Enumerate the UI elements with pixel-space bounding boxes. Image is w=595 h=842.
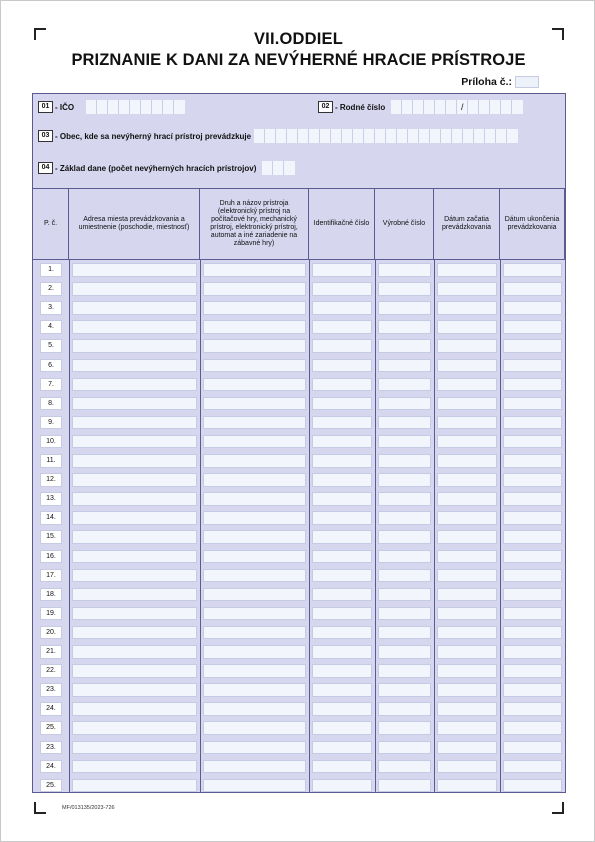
- row-number: 20.: [40, 626, 62, 640]
- identifikacne-cislo-cell[interactable]: [312, 569, 372, 583]
- datum-ukoncenia-cell[interactable]: [503, 588, 562, 602]
- adresa-cell[interactable]: [72, 645, 197, 659]
- row-number: 19.: [40, 607, 62, 621]
- column-header-datum-ukoncenia: Dátum ukončenia prevádzkovania: [500, 189, 565, 259]
- vyrobne-cislo-cell[interactable]: [378, 301, 431, 315]
- input-cell[interactable]: [479, 100, 490, 114]
- adresa-cell[interactable]: [72, 741, 197, 755]
- druh-cell[interactable]: [203, 492, 306, 506]
- row-number: 14.: [40, 511, 62, 525]
- adresa-cell[interactable]: [72, 416, 197, 430]
- datum-ukoncenia-cell[interactable]: [503, 454, 562, 468]
- input-cell[interactable]: [119, 100, 130, 114]
- datum-ukoncenia-cell[interactable]: [503, 378, 562, 392]
- input-cell[interactable]: [97, 100, 108, 114]
- adresa-cell[interactable]: [72, 378, 197, 392]
- rodne-cislo-separator[interactable]: /: [457, 100, 468, 114]
- input-cell[interactable]: [163, 100, 174, 114]
- priloha-field: [461, 76, 539, 88]
- druh-cell[interactable]: [203, 569, 306, 583]
- druh-cell[interactable]: [203, 607, 306, 621]
- row-number: 23.: [40, 741, 62, 755]
- ico-label: - IČO: [55, 102, 75, 112]
- vyrobne-cislo-cell[interactable]: [378, 435, 431, 449]
- vyrobne-cislo-cell[interactable]: [378, 702, 431, 716]
- datum-ukoncenia-cell[interactable]: [503, 359, 562, 373]
- druh-cell[interactable]: [203, 645, 306, 659]
- vyrobne-cislo-cell[interactable]: [378, 473, 431, 487]
- input-cell[interactable]: [446, 100, 457, 114]
- datum-zacatia-cell[interactable]: [437, 263, 497, 277]
- datum-ukoncenia-cell[interactable]: [503, 779, 562, 793]
- input-cell[interactable]: [468, 100, 479, 114]
- vyrobne-cislo-cell[interactable]: [378, 569, 431, 583]
- ico-field: [38, 100, 185, 114]
- druh-cell[interactable]: [203, 530, 306, 544]
- vyrobne-cislo-cell[interactable]: [378, 760, 431, 774]
- row-number: 5.: [40, 339, 62, 353]
- datum-ukoncenia-cell[interactable]: [503, 664, 562, 678]
- input-cell[interactable]: [130, 100, 141, 114]
- adresa-cell[interactable]: [72, 760, 197, 774]
- datum-ukoncenia-cell[interactable]: [503, 263, 562, 277]
- druh-cell[interactable]: [203, 416, 306, 430]
- input-cell[interactable]: [507, 129, 518, 143]
- druh-cell[interactable]: [203, 301, 306, 315]
- adresa-cell[interactable]: [72, 588, 197, 602]
- input-cell[interactable]: [474, 129, 485, 143]
- identifikacne-cislo-cell[interactable]: [312, 683, 372, 697]
- druh-cell[interactable]: [203, 721, 306, 735]
- druh-cell[interactable]: [203, 779, 306, 793]
- zaklad-dane-label: - Základ dane (počet nevýherných hracích prístrojov): [55, 163, 257, 173]
- input-cell[interactable]: [463, 129, 474, 143]
- priloha-label: Príloha č.:: [461, 76, 512, 88]
- identifikacne-cislo-cell[interactable]: [312, 282, 372, 296]
- datum-zacatia-cell[interactable]: [437, 511, 497, 525]
- identifikacne-cislo-cell[interactable]: [312, 301, 372, 315]
- form-code: MF/013135/2023-726: [62, 805, 115, 811]
- input-cell[interactable]: [496, 129, 507, 143]
- adresa-cell[interactable]: [72, 550, 197, 564]
- datum-ukoncenia-cell[interactable]: [503, 320, 562, 334]
- row-number: 15.: [40, 530, 62, 544]
- identifikacne-cislo-cell[interactable]: [312, 588, 372, 602]
- datum-zacatia-cell[interactable]: [437, 550, 497, 564]
- form-title: PRIZNANIE K DANI ZA NEVÝHERNÉ HRACIE PRÍSTROJE: [71, 51, 526, 69]
- identifikacne-cislo-cell[interactable]: [312, 454, 372, 468]
- datum-ukoncenia-cell[interactable]: [503, 416, 562, 430]
- input-cell[interactable]: [353, 129, 364, 143]
- adresa-cell[interactable]: [72, 454, 197, 468]
- header-divider: [33, 259, 565, 260]
- identifikacne-cislo-cell[interactable]: [312, 741, 372, 755]
- input-cell[interactable]: [512, 100, 523, 114]
- input-cell[interactable]: [501, 100, 512, 114]
- input-cell[interactable]: [424, 100, 435, 114]
- druh-cell[interactable]: [203, 626, 306, 640]
- adresa-cell[interactable]: [72, 397, 197, 411]
- datum-ukoncenia-cell[interactable]: [503, 721, 562, 735]
- datum-zacatia-cell[interactable]: [437, 588, 497, 602]
- input-cell[interactable]: [490, 100, 501, 114]
- datum-zacatia-cell[interactable]: [437, 741, 497, 755]
- adresa-cell[interactable]: [72, 569, 197, 583]
- input-cell[interactable]: [408, 129, 419, 143]
- input-cell[interactable]: [397, 129, 408, 143]
- datum-zacatia-cell[interactable]: [437, 282, 497, 296]
- druh-cell[interactable]: [203, 473, 306, 487]
- input-cell[interactable]: [284, 161, 295, 175]
- input-cell[interactable]: [276, 129, 287, 143]
- row-number: 7.: [40, 378, 62, 392]
- identifikacne-cislo-cell[interactable]: [312, 263, 372, 277]
- druh-cell[interactable]: [203, 320, 306, 334]
- rodne-cislo-field: [318, 100, 523, 114]
- row-number: 8.: [40, 397, 62, 411]
- input-cell[interactable]: [262, 161, 273, 175]
- adresa-cell[interactable]: [72, 492, 197, 506]
- datum-ukoncenia-cell[interactable]: [503, 473, 562, 487]
- datum-ukoncenia-cell[interactable]: [503, 511, 562, 525]
- identifikacne-cislo-cell[interactable]: [312, 607, 372, 621]
- row-number: 13.: [40, 492, 62, 506]
- identifikacne-cislo-cell[interactable]: [312, 779, 372, 793]
- vyrobne-cislo-cell[interactable]: [378, 779, 431, 793]
- datum-zacatia-cell[interactable]: [437, 359, 497, 373]
- datum-ukoncenia-cell[interactable]: [503, 569, 562, 583]
- adresa-cell[interactable]: [72, 320, 197, 334]
- identifikacne-cislo-cell[interactable]: [312, 339, 372, 353]
- vyrobne-cislo-cell[interactable]: [378, 339, 431, 353]
- datum-zacatia-cell[interactable]: [437, 320, 497, 334]
- input-cell[interactable]: [402, 100, 413, 114]
- datum-zacatia-cell[interactable]: [437, 378, 497, 392]
- druh-cell[interactable]: [203, 741, 306, 755]
- adresa-cell[interactable]: [72, 702, 197, 716]
- datum-zacatia-cell[interactable]: [437, 301, 497, 315]
- corner-mark-bottom-left: [34, 802, 46, 814]
- adresa-cell[interactable]: [72, 301, 197, 315]
- input-cell[interactable]: [298, 129, 309, 143]
- druh-cell[interactable]: [203, 339, 306, 353]
- druh-cell[interactable]: [203, 702, 306, 716]
- datum-zacatia-cell[interactable]: [437, 779, 497, 793]
- druh-cell[interactable]: [203, 359, 306, 373]
- druh-cell[interactable]: [203, 397, 306, 411]
- row-number: 2.: [40, 282, 62, 296]
- row-number: 25.: [40, 721, 62, 735]
- input-cell[interactable]: [452, 129, 463, 143]
- datum-zacatia-cell[interactable]: [437, 683, 497, 697]
- input-cell[interactable]: [485, 129, 496, 143]
- column-header-identifikacne: Identifikačné číslo: [309, 189, 375, 259]
- datum-ukoncenia-cell[interactable]: [503, 301, 562, 315]
- datum-zacatia-cell[interactable]: [437, 721, 497, 735]
- input-cell[interactable]: [342, 129, 353, 143]
- datum-ukoncenia-cell[interactable]: [503, 607, 562, 621]
- adresa-cell[interactable]: [72, 282, 197, 296]
- adresa-cell[interactable]: [72, 263, 197, 277]
- vyrobne-cislo-cell[interactable]: [378, 607, 431, 621]
- datum-zacatia-cell[interactable]: [437, 702, 497, 716]
- field-number-01: 01: [38, 101, 53, 113]
- identifikacne-cislo-cell[interactable]: [312, 645, 372, 659]
- field-number-03: 03: [38, 130, 53, 142]
- datum-ukoncenia-cell[interactable]: [503, 741, 562, 755]
- obec-input[interactable]: [254, 129, 518, 143]
- vyrobne-cislo-cell[interactable]: [378, 454, 431, 468]
- identifikacne-cislo-cell[interactable]: [312, 511, 372, 525]
- vyrobne-cislo-cell[interactable]: [378, 645, 431, 659]
- datum-zacatia-cell[interactable]: [437, 416, 497, 430]
- druh-cell[interactable]: [203, 760, 306, 774]
- input-cell[interactable]: [86, 100, 97, 114]
- adresa-cell[interactable]: [72, 626, 197, 640]
- row-number: 12.: [40, 473, 62, 487]
- vyrobne-cislo-cell[interactable]: [378, 683, 431, 697]
- vyrobne-cislo-cell[interactable]: [378, 530, 431, 544]
- datum-ukoncenia-cell[interactable]: [503, 530, 562, 544]
- adresa-cell[interactable]: [72, 779, 197, 793]
- datum-zacatia-cell[interactable]: [437, 626, 497, 640]
- datum-ukoncenia-cell[interactable]: [503, 683, 562, 697]
- input-cell[interactable]: [430, 129, 441, 143]
- row-number: 16.: [40, 550, 62, 564]
- identifikacne-cislo-cell[interactable]: [312, 492, 372, 506]
- zaklad-dane-field: [38, 161, 295, 175]
- identifikacne-cislo-cell[interactable]: [312, 664, 372, 678]
- column-divider: [200, 259, 201, 792]
- druh-cell[interactable]: [203, 263, 306, 277]
- datum-ukoncenia-cell[interactable]: [503, 435, 562, 449]
- row-number: 4.: [40, 320, 62, 334]
- datum-zacatia-cell[interactable]: [437, 645, 497, 659]
- column-divider: [434, 259, 435, 792]
- input-cell[interactable]: [141, 100, 152, 114]
- column-header-vyrobne: Výrobné číslo: [375, 189, 434, 259]
- adresa-cell[interactable]: [72, 683, 197, 697]
- input-cell[interactable]: [435, 100, 446, 114]
- identifikacne-cislo-cell[interactable]: [312, 378, 372, 392]
- datum-zacatia-cell[interactable]: [437, 492, 497, 506]
- input-cell[interactable]: [287, 129, 298, 143]
- identifikacne-cislo-cell[interactable]: [312, 530, 372, 544]
- adresa-cell[interactable]: [72, 511, 197, 525]
- input-cell[interactable]: [108, 100, 119, 114]
- adresa-cell[interactable]: [72, 339, 197, 353]
- row-number: 3.: [40, 301, 62, 315]
- datum-zacatia-cell[interactable]: [437, 435, 497, 449]
- row-number: 9.: [40, 416, 62, 430]
- row-number: 10.: [40, 435, 62, 449]
- input-cell[interactable]: [391, 100, 402, 114]
- input-cell[interactable]: [386, 129, 397, 143]
- identifikacne-cislo-cell[interactable]: [312, 473, 372, 487]
- row-number: 22.: [40, 664, 62, 678]
- datum-zacatia-cell[interactable]: [437, 339, 497, 353]
- identifikacne-cislo-cell[interactable]: [312, 626, 372, 640]
- datum-ukoncenia-cell[interactable]: [503, 282, 562, 296]
- corner-mark-bottom-right: [552, 802, 564, 814]
- druh-cell[interactable]: [203, 378, 306, 392]
- druh-cell[interactable]: [203, 664, 306, 678]
- input-cell[interactable]: [375, 129, 386, 143]
- row-number: 25.: [40, 779, 62, 793]
- row-number: 23.: [40, 683, 62, 697]
- adresa-cell[interactable]: [72, 664, 197, 678]
- datum-ukoncenia-cell[interactable]: [503, 760, 562, 774]
- column-header-druh: Druh a názov prístroja (elektronický prístroj na počítačové hry, mechanický prístroj, elektronický prístroj, automat a iné zariadenie na zábavné hry): [200, 189, 309, 259]
- datum-zacatia-cell[interactable]: [437, 397, 497, 411]
- datum-ukoncenia-cell[interactable]: [503, 645, 562, 659]
- datum-zacatia-cell[interactable]: [437, 473, 497, 487]
- vyrobne-cislo-cell[interactable]: [378, 626, 431, 640]
- datum-ukoncenia-cell[interactable]: [503, 492, 562, 506]
- row-number: 18.: [40, 588, 62, 602]
- datum-ukoncenia-cell[interactable]: [503, 339, 562, 353]
- vyrobne-cislo-cell[interactable]: [378, 378, 431, 392]
- input-cell[interactable]: [419, 129, 430, 143]
- column-divider: [69, 259, 70, 792]
- row-number: 24.: [40, 702, 62, 716]
- identifikacne-cislo-cell[interactable]: [312, 320, 372, 334]
- druh-cell[interactable]: [203, 282, 306, 296]
- row-number: 21.: [40, 645, 62, 659]
- adresa-cell[interactable]: [72, 607, 197, 621]
- datum-ukoncenia-cell[interactable]: [503, 550, 562, 564]
- input-cell[interactable]: [320, 129, 331, 143]
- adresa-cell[interactable]: [72, 359, 197, 373]
- vyrobne-cislo-cell[interactable]: [378, 550, 431, 564]
- field-number-02: 02: [318, 101, 333, 113]
- input-cell[interactable]: [265, 129, 276, 143]
- priloha-input[interactable]: [515, 76, 539, 88]
- datum-zacatia-cell[interactable]: [437, 760, 497, 774]
- druh-cell[interactable]: [203, 435, 306, 449]
- datum-zacatia-cell[interactable]: [437, 530, 497, 544]
- column-divider: [375, 259, 376, 792]
- section-title: VII.ODDIEL: [253, 30, 344, 48]
- column-header-datum-zacatia: Dátum začatia prevádzkovania: [434, 189, 500, 259]
- vyrobne-cislo-cell[interactable]: [378, 320, 431, 334]
- input-cell[interactable]: [413, 100, 424, 114]
- zaklad-dane-input[interactable]: [262, 161, 295, 175]
- datum-ukoncenia-cell[interactable]: [503, 626, 562, 640]
- input-cell[interactable]: [254, 129, 265, 143]
- identifikacne-cislo-cell[interactable]: [312, 397, 372, 411]
- input-cell[interactable]: [273, 161, 284, 175]
- devices-table: [32, 189, 566, 793]
- vyrobne-cislo-cell[interactable]: [378, 721, 431, 735]
- identifikacne-cislo-cell[interactable]: [312, 550, 372, 564]
- row-number: 6.: [40, 359, 62, 373]
- adresa-cell[interactable]: [72, 435, 197, 449]
- vyrobne-cislo-cell[interactable]: [378, 416, 431, 430]
- vyrobne-cislo-cell[interactable]: [378, 397, 431, 411]
- vyrobne-cislo-cell[interactable]: [378, 282, 431, 296]
- obec-label: - Obec, kde sa nevýherný hrací prístroj prevádzkuje: [55, 131, 252, 141]
- datum-zacatia-cell[interactable]: [437, 664, 497, 678]
- druh-cell[interactable]: [203, 683, 306, 697]
- druh-cell[interactable]: [203, 588, 306, 602]
- adresa-cell[interactable]: [72, 473, 197, 487]
- vyrobne-cislo-cell[interactable]: [378, 741, 431, 755]
- druh-cell[interactable]: [203, 550, 306, 564]
- vyrobne-cislo-cell[interactable]: [378, 263, 431, 277]
- ico-input[interactable]: [86, 100, 185, 114]
- identifikacne-cislo-cell[interactable]: [312, 416, 372, 430]
- datum-ukoncenia-cell[interactable]: [503, 702, 562, 716]
- adresa-cell[interactable]: [72, 530, 197, 544]
- input-cell[interactable]: [364, 129, 375, 143]
- input-cell[interactable]: [331, 129, 342, 143]
- input-cell[interactable]: [309, 129, 320, 143]
- datum-zacatia-cell[interactable]: [437, 569, 497, 583]
- rodne-cislo-input[interactable]: [391, 100, 523, 114]
- column-divider: [500, 259, 501, 792]
- identifikacne-cislo-cell[interactable]: [312, 760, 372, 774]
- input-cell[interactable]: [441, 129, 452, 143]
- adresa-cell[interactable]: [72, 721, 197, 735]
- datum-zacatia-cell[interactable]: [437, 607, 497, 621]
- identifikacne-cislo-cell[interactable]: [312, 435, 372, 449]
- rodne-cislo-label: - Rodné číslo: [335, 102, 386, 112]
- vyrobne-cislo-cell[interactable]: [378, 492, 431, 506]
- column-header-pc: P. č.: [33, 189, 69, 259]
- vyrobne-cislo-cell[interactable]: [378, 359, 431, 373]
- identifikacne-cislo-cell[interactable]: [312, 721, 372, 735]
- vyrobne-cislo-cell[interactable]: [378, 664, 431, 678]
- row-number: 24.: [40, 760, 62, 774]
- identifikacne-cislo-cell[interactable]: [312, 359, 372, 373]
- vyrobne-cislo-cell[interactable]: [378, 511, 431, 525]
- datum-zacatia-cell[interactable]: [437, 454, 497, 468]
- druh-cell[interactable]: [203, 511, 306, 525]
- vyrobne-cislo-cell[interactable]: [378, 588, 431, 602]
- column-divider: [309, 259, 310, 792]
- input-cell[interactable]: [174, 100, 185, 114]
- obec-field: [38, 129, 518, 143]
- input-cell[interactable]: [152, 100, 163, 114]
- row-number: 17.: [40, 569, 62, 583]
- row-number: 11.: [40, 454, 62, 468]
- druh-cell[interactable]: [203, 454, 306, 468]
- identifikacne-cislo-cell[interactable]: [312, 702, 372, 716]
- identification-panel: [32, 93, 566, 189]
- field-number-04: 04: [38, 162, 53, 174]
- datum-ukoncenia-cell[interactable]: [503, 397, 562, 411]
- row-number: 1.: [40, 263, 62, 277]
- column-header-adresa: Adresa miesta prevádzkovania a umiestnenie (poschodie, miestnosť): [69, 189, 200, 259]
